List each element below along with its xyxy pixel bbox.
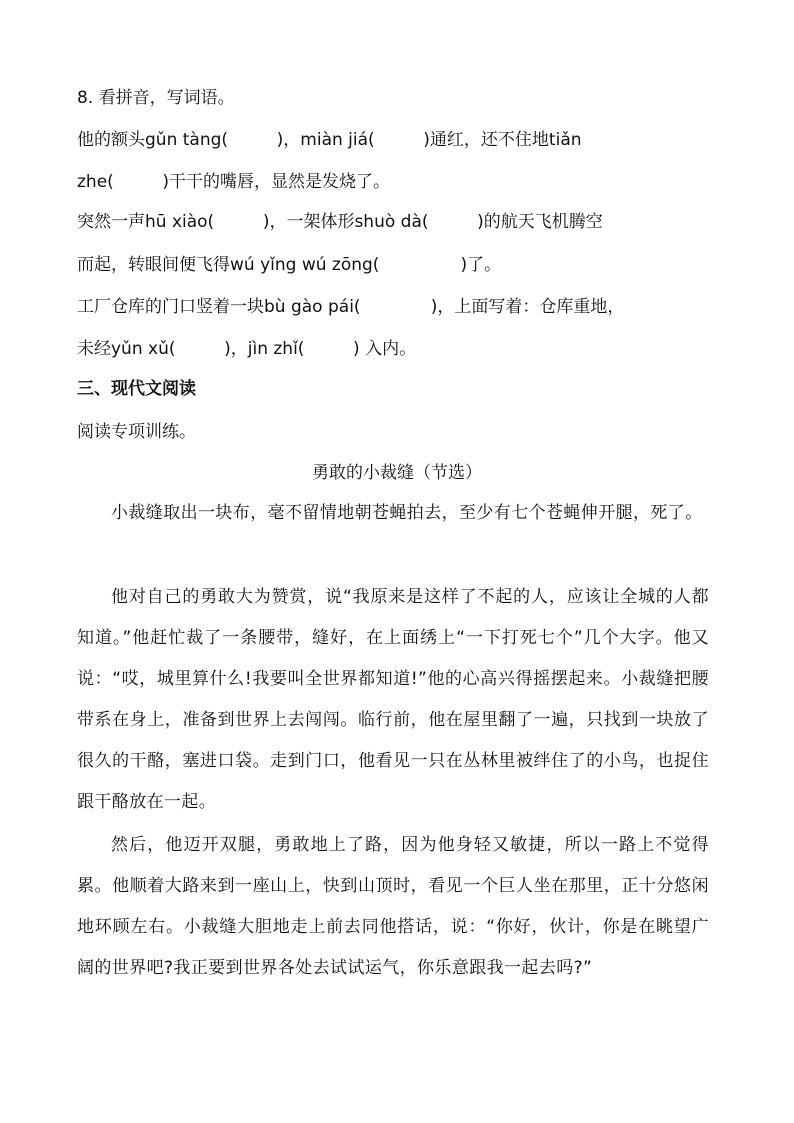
passage-title: 勇敢的小裁缝（节选） — [312, 463, 482, 483]
exercise-line-6: 未经yǔn xǔ( )，jìn zhǐ( ) 入内。 — [77, 339, 417, 359]
passage-paragraph-2: 他对自己的勇敢大为赞赏，说“我原来是这样了不起的人，应该让全城的人都知道。”他赶忙裁了一条腰带，缝好，在上面绣上“一下打死七个”几个大字。他又说：“哎，城里算什么!我要叫全世界都知道!”他的心高兴得摇摆起来。小裁缝把腰带系在身上，准备到世界上去闯闯。临行前，他在屋里翻了一遍，只找到一块放了很久的干酪，塞进口袋。走到门口，他看见一只在丛林里被绊住了的小鸟，也捉住跟干酪放在一起。 — [77, 587, 709, 812]
section-subheading: 阅读专项训练。 — [77, 422, 196, 442]
section-heading: 三、现代文阅读 — [77, 379, 196, 399]
exercise-line-3: 突然一声hū xiào( )，一架体形shuò dà( )的航天飞机腾空 — [77, 212, 603, 232]
exercise-heading: 8. 看拼音，写词语。 — [77, 88, 235, 108]
exercise-line-4: 而起，转眼间便飞得wú yǐng wú zōng( )了。 — [77, 255, 502, 275]
passage-paragraph-3: 然后，他迈开双腿，勇敢地上了路，因为他身轻又敏捷，所以一路上不觉得累。他顺着大路来到一座山上，快到山顶时，看见一个巨人坐在那里，正十分悠闲地环顾左右。小裁缝大胆地走上前去同他搭话，说：“你好，伙计，你是在眺望广阔的世界吧?我正要到世界各处去试试运气，你乐意跟我一起去吗?” — [77, 835, 709, 978]
exercise-line-1: 他的额头gǔn tàng( )，miàn jiá( )通红，还不住地tiǎn — [77, 130, 582, 150]
passage-paragraph-1: 小裁缝取出一块布，毫不留情地朝苍蝇拍去，至少有七个苍蝇伸开腿，死了。 — [111, 503, 703, 523]
exercise-line-2: zhe( )干干的嘴唇，显然是发烧了。 — [77, 172, 391, 192]
exercise-line-5: 工厂仓库的门口竖着一块bù gào pái( )，上面写着：仓库重地， — [77, 297, 625, 317]
